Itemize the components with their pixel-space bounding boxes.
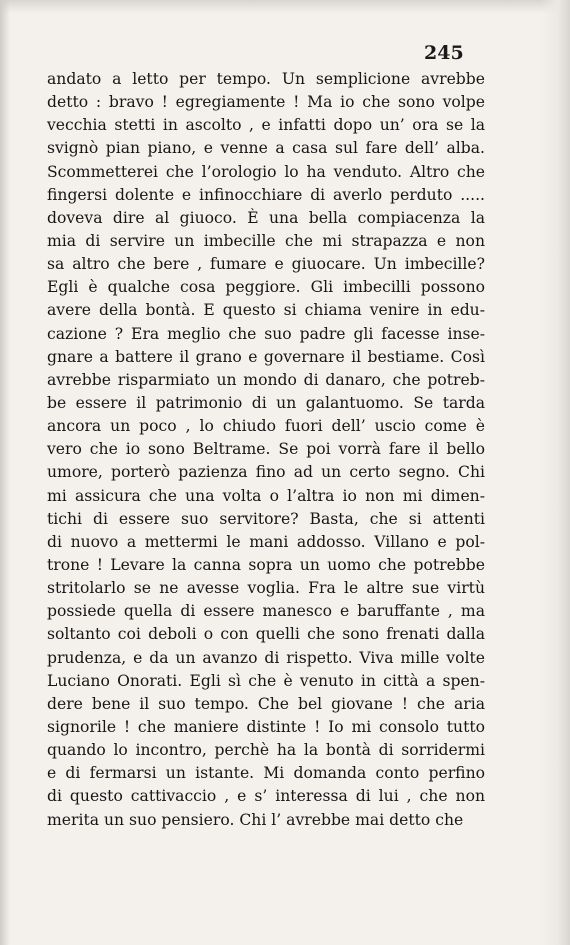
text-line: detto : bravo ! egregiamente ! Ma io che sono volpe (47, 93, 485, 112)
text-line: svignò pian piano, e venne a casa sul fare dell’ alba. (47, 139, 485, 158)
page-number: 245 (424, 42, 464, 64)
text-line: Egli è qualche cosa peggiore. Gli imbecilli possono (47, 278, 485, 297)
text-line: tichi di essere suo servitore? Basta, che si attenti (47, 509, 485, 528)
text-line: Scommetterei che l’orologio lo ha venduto. Altro che (47, 162, 485, 181)
text-line: umore, porterò pazienza fino ad un certo segno. Chi (47, 463, 485, 482)
text-line: mi assicura che una volta o l’altra io non mi dimen- (47, 486, 485, 505)
text-line: e di fermarsi un istante. Mi domanda conto perfino (47, 764, 485, 783)
text-line: fingersi dolente e infinocchiare di averlo perduto ..... (47, 185, 485, 204)
text-line: di nuovo a mettermi le mani addosso. Villano e pol- (47, 532, 485, 551)
text-line: gnare a battere il grano e governare il bestiame. Così (47, 347, 485, 366)
text-line: ancora un poco , lo chiudo fuori dell’ uscio come è (47, 417, 485, 436)
text-line: avrebbe risparmiato un mondo di danaro, che potreb- (47, 370, 485, 389)
text-line: merita un suo pensiero. Chi l’ avrebbe mai detto che (47, 810, 464, 829)
text-line: soltanto coi deboli o con quelli che sono frenati dalla (47, 625, 485, 644)
text-line: andato a letto per tempo. Un semplicione avrebbe (47, 70, 485, 88)
text-line: vecchia stetti in ascolto , e infatti dopo un’ ora se la (47, 116, 485, 135)
text-line: vero che io sono Beltrame. Se poi vorrà fare il bello (47, 440, 485, 459)
text-line: sa altro che bere , fumare e giuocare. Un imbecille? (47, 255, 485, 274)
text-line: cazione ? Era meglio che suo padre gli facesse inse- (47, 324, 485, 343)
text-line: trone ! Levare la canna sopra un uomo che potrebbe (47, 555, 485, 574)
page-left-shadow (0, 0, 10, 945)
text-line: be essere il patrimonio di un galantuomo. Se tarda (47, 393, 485, 412)
text-line: signorile ! che maniere distinte ! Io mi consolo tutto (47, 717, 485, 736)
text-line: stritolarlo se ne avesse voglia. Fra le altre sue virtù (47, 579, 485, 598)
text-line: prudenza, e da un avanzo di rispetto. Viva mille volte (47, 648, 485, 667)
page-right-shadow (540, 0, 570, 945)
text-line: mia di servire un imbecille che mi strapazza e non (47, 231, 485, 250)
text-line: di questo cattivaccio , e s’ interessa di lui , che non (47, 787, 485, 806)
body-text (47, 68, 485, 832)
text-line: quando lo incontro, perchè ha la bontà di sorridermi (47, 741, 485, 760)
text-line: possiede quella di essere manesco e baruffante , ma (47, 602, 485, 621)
text-line: doveva dire al giuoco. È una bella compiacenza la (47, 208, 485, 227)
text-line: avere della bontà. E questo si chiama venire in edu- (47, 301, 485, 320)
page-top-shadow (0, 0, 570, 14)
text-line: Luciano Onorati. Egli sì che è venuto in città a spen- (47, 671, 485, 690)
text-line: dere bene il suo tempo. Che bel giovane ! che aria (47, 694, 485, 713)
